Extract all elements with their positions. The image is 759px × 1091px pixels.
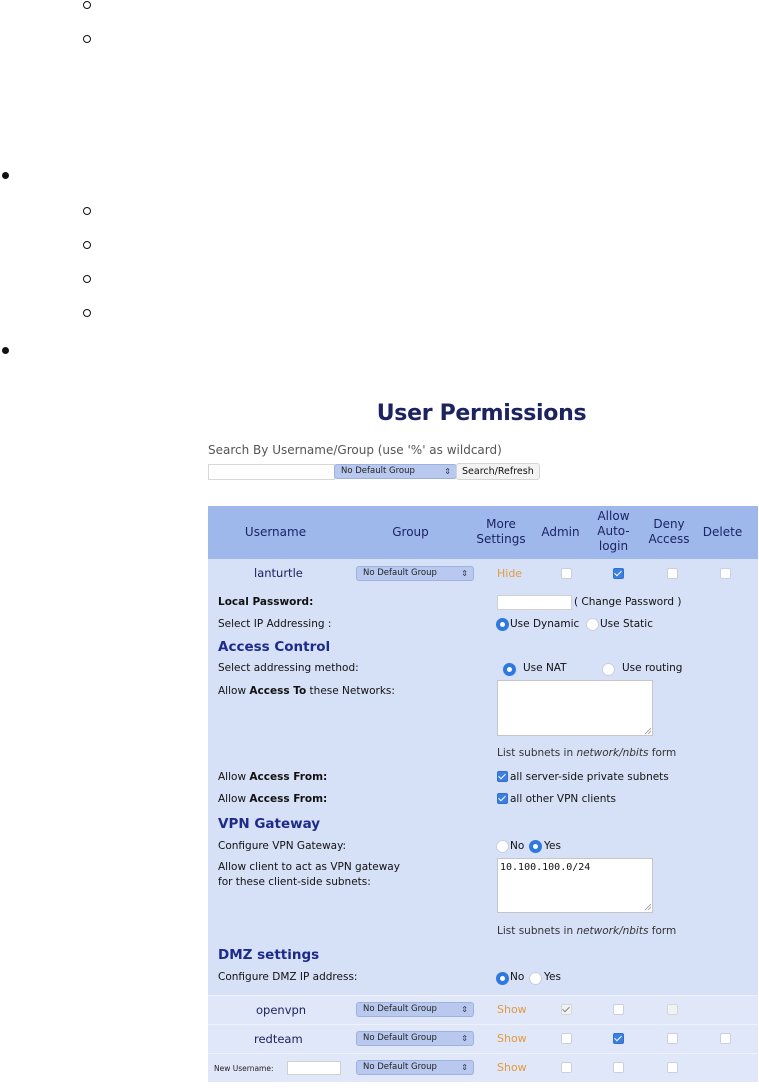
access-to-label: Allow Access To these Networks: bbox=[218, 685, 395, 697]
vpn-gateway-heading: VPN Gateway bbox=[218, 816, 321, 832]
other-vpn-clients-label: all other VPN clients bbox=[510, 793, 616, 805]
local-password-label: Local Password: bbox=[218, 596, 314, 608]
use-static-label: Use Static bbox=[600, 618, 653, 630]
search-label: Search By Username/Group (use '%' as wildcard) bbox=[208, 443, 502, 457]
use-routing-radio[interactable] bbox=[602, 663, 615, 676]
subnets-hint: List subnets in network/nbits form bbox=[497, 747, 677, 759]
row-divider bbox=[208, 995, 758, 996]
header-login-line: login bbox=[598, 539, 629, 553]
gateway-subnets-hint: List subnets in network/nbits form bbox=[497, 925, 677, 937]
row-group-select[interactable] bbox=[356, 566, 474, 581]
user-permissions-panel bbox=[205, 395, 758, 1085]
row-group-value: No Default Group bbox=[363, 568, 437, 578]
gateway-subnets-label-1: Allow client to act as VPN gateway bbox=[218, 861, 400, 873]
new-user-group-value: No Default Group bbox=[363, 1062, 437, 1072]
bullet-filled bbox=[2, 347, 9, 354]
access-to-networks-textarea[interactable] bbox=[497, 680, 653, 736]
gateway-no-radio[interactable] bbox=[496, 840, 509, 853]
deny-access-checkbox[interactable] bbox=[667, 568, 678, 579]
dmz-no-label: No bbox=[510, 971, 525, 983]
gateway-yes-radio[interactable] bbox=[529, 840, 542, 853]
autologin-checkbox[interactable] bbox=[613, 1062, 624, 1073]
access-from-label-1: Allow Access From: bbox=[218, 771, 328, 783]
table-header bbox=[208, 506, 758, 559]
header-admin: Admin bbox=[541, 525, 580, 539]
local-password-input[interactable] bbox=[497, 595, 572, 610]
dmz-yes-radio[interactable] bbox=[529, 972, 542, 985]
select-arrows-icon: ⇕ bbox=[461, 1034, 468, 1043]
gateway-no-label: No bbox=[510, 840, 525, 852]
bullet-hollow bbox=[83, 1, 91, 9]
dmz-settings-heading: DMZ settings bbox=[218, 947, 320, 963]
autologin-checkbox[interactable] bbox=[613, 1033, 624, 1044]
header-settings-line: Settings bbox=[476, 532, 526, 546]
show-settings-link[interactable]: Show bbox=[497, 1003, 527, 1016]
use-nat-label: Use NAT bbox=[523, 662, 567, 674]
admin-checkbox[interactable] bbox=[561, 1062, 572, 1073]
hide-settings-link[interactable]: Hide bbox=[497, 567, 523, 580]
show-settings-link[interactable]: Show bbox=[497, 1032, 527, 1045]
resize-grip-icon bbox=[645, 728, 651, 734]
header-group: Group bbox=[392, 525, 429, 539]
server-side-subnets-label: all server-side private subnets bbox=[510, 771, 669, 783]
bullet-filled bbox=[2, 172, 9, 179]
header-more-settings bbox=[474, 517, 528, 547]
show-settings-link[interactable]: Show bbox=[497, 1061, 527, 1074]
admin-checkbox[interactable] bbox=[561, 568, 572, 579]
search-refresh-button[interactable]: Search/Refresh bbox=[456, 463, 540, 480]
row-group-value: No Default Group bbox=[363, 1004, 437, 1014]
bullet-hollow bbox=[83, 241, 91, 249]
row-username-openvpn: openvpn bbox=[256, 1003, 307, 1017]
access-control-heading: Access Control bbox=[218, 639, 331, 655]
ip-addressing-label: Select IP Addressing : bbox=[218, 618, 332, 630]
select-arrows-icon: ⇕ bbox=[461, 1063, 468, 1072]
page-title: User Permissions bbox=[376, 401, 587, 426]
select-arrows-icon: ⇕ bbox=[444, 467, 451, 476]
use-dynamic-radio[interactable] bbox=[496, 618, 509, 631]
bullet-hollow bbox=[83, 275, 91, 283]
row-group-select[interactable] bbox=[356, 1002, 474, 1017]
new-username-label: New Username: bbox=[214, 1064, 274, 1073]
permissions-table bbox=[208, 506, 758, 1082]
other-vpn-clients-checkbox[interactable] bbox=[497, 793, 508, 804]
dmz-no-radio[interactable] bbox=[496, 972, 509, 985]
autologin-checkbox[interactable] bbox=[613, 568, 624, 579]
delete-checkbox[interactable] bbox=[720, 1033, 731, 1044]
gateway-subnets-textarea[interactable]: 10.100.100.0/24 bbox=[497, 858, 653, 913]
deny-access-checkbox[interactable] bbox=[667, 1062, 678, 1073]
default-group-value: No Default Group bbox=[341, 466, 415, 476]
select-arrows-icon: ⇕ bbox=[461, 569, 468, 578]
search-input[interactable] bbox=[208, 464, 335, 480]
autologin-checkbox[interactable] bbox=[613, 1004, 624, 1015]
header-access-line: Access bbox=[648, 532, 690, 546]
configure-gateway-label: Configure VPN Gateway: bbox=[218, 840, 347, 852]
bullet-hollow bbox=[83, 207, 91, 215]
row-divider bbox=[208, 1024, 758, 1025]
header-deny-line: Deny bbox=[653, 517, 685, 531]
header-more-line: More bbox=[486, 517, 516, 531]
access-from-label-2: Allow Access From: bbox=[218, 793, 328, 805]
row-divider bbox=[208, 1053, 758, 1054]
configure-dmz-label: Configure DMZ IP address: bbox=[218, 971, 358, 983]
use-nat-radio[interactable] bbox=[503, 663, 516, 676]
dmz-yes-label: Yes bbox=[544, 971, 561, 983]
deny-access-checkbox[interactable] bbox=[667, 1033, 678, 1044]
header-allow-autologin bbox=[591, 509, 636, 554]
bullet-hollow bbox=[83, 309, 91, 317]
server-side-subnets-checkbox[interactable] bbox=[497, 771, 508, 782]
new-user-group-select[interactable] bbox=[356, 1060, 474, 1075]
delete-checkbox[interactable] bbox=[720, 568, 731, 579]
default-group-select[interactable] bbox=[334, 464, 457, 479]
addressing-method-label: Select addressing method: bbox=[218, 662, 359, 674]
header-username: Username bbox=[244, 525, 307, 539]
select-arrows-icon: ⇕ bbox=[461, 1005, 468, 1014]
use-dynamic-label: Use Dynamic bbox=[510, 618, 580, 630]
admin-checkbox[interactable] bbox=[561, 1004, 572, 1015]
gateway-subnets-label-2: for these client-side subnets: bbox=[218, 876, 371, 888]
deny-access-checkbox[interactable] bbox=[667, 1004, 678, 1015]
use-static-radio[interactable] bbox=[586, 618, 599, 631]
row-group-select[interactable] bbox=[356, 1031, 474, 1046]
row-username-lanturtle: lanturtle bbox=[254, 566, 303, 580]
use-routing-label: Use routing bbox=[622, 662, 683, 674]
header-auto-line: Auto- bbox=[597, 524, 630, 538]
header-allow-line: Allow bbox=[597, 509, 630, 523]
bullet-hollow bbox=[83, 35, 91, 43]
header-delete: Delete bbox=[702, 525, 743, 539]
row-username-redteam: redteam bbox=[254, 1032, 303, 1046]
change-password-link[interactable]: ( Change Password ) bbox=[574, 596, 682, 608]
header-deny-access bbox=[644, 517, 694, 547]
new-username-input[interactable] bbox=[287, 1061, 341, 1075]
gateway-yes-label: Yes bbox=[544, 840, 561, 852]
row-group-value: No Default Group bbox=[363, 1033, 437, 1043]
resize-grip-icon bbox=[645, 904, 651, 910]
admin-checkbox[interactable] bbox=[561, 1033, 572, 1044]
